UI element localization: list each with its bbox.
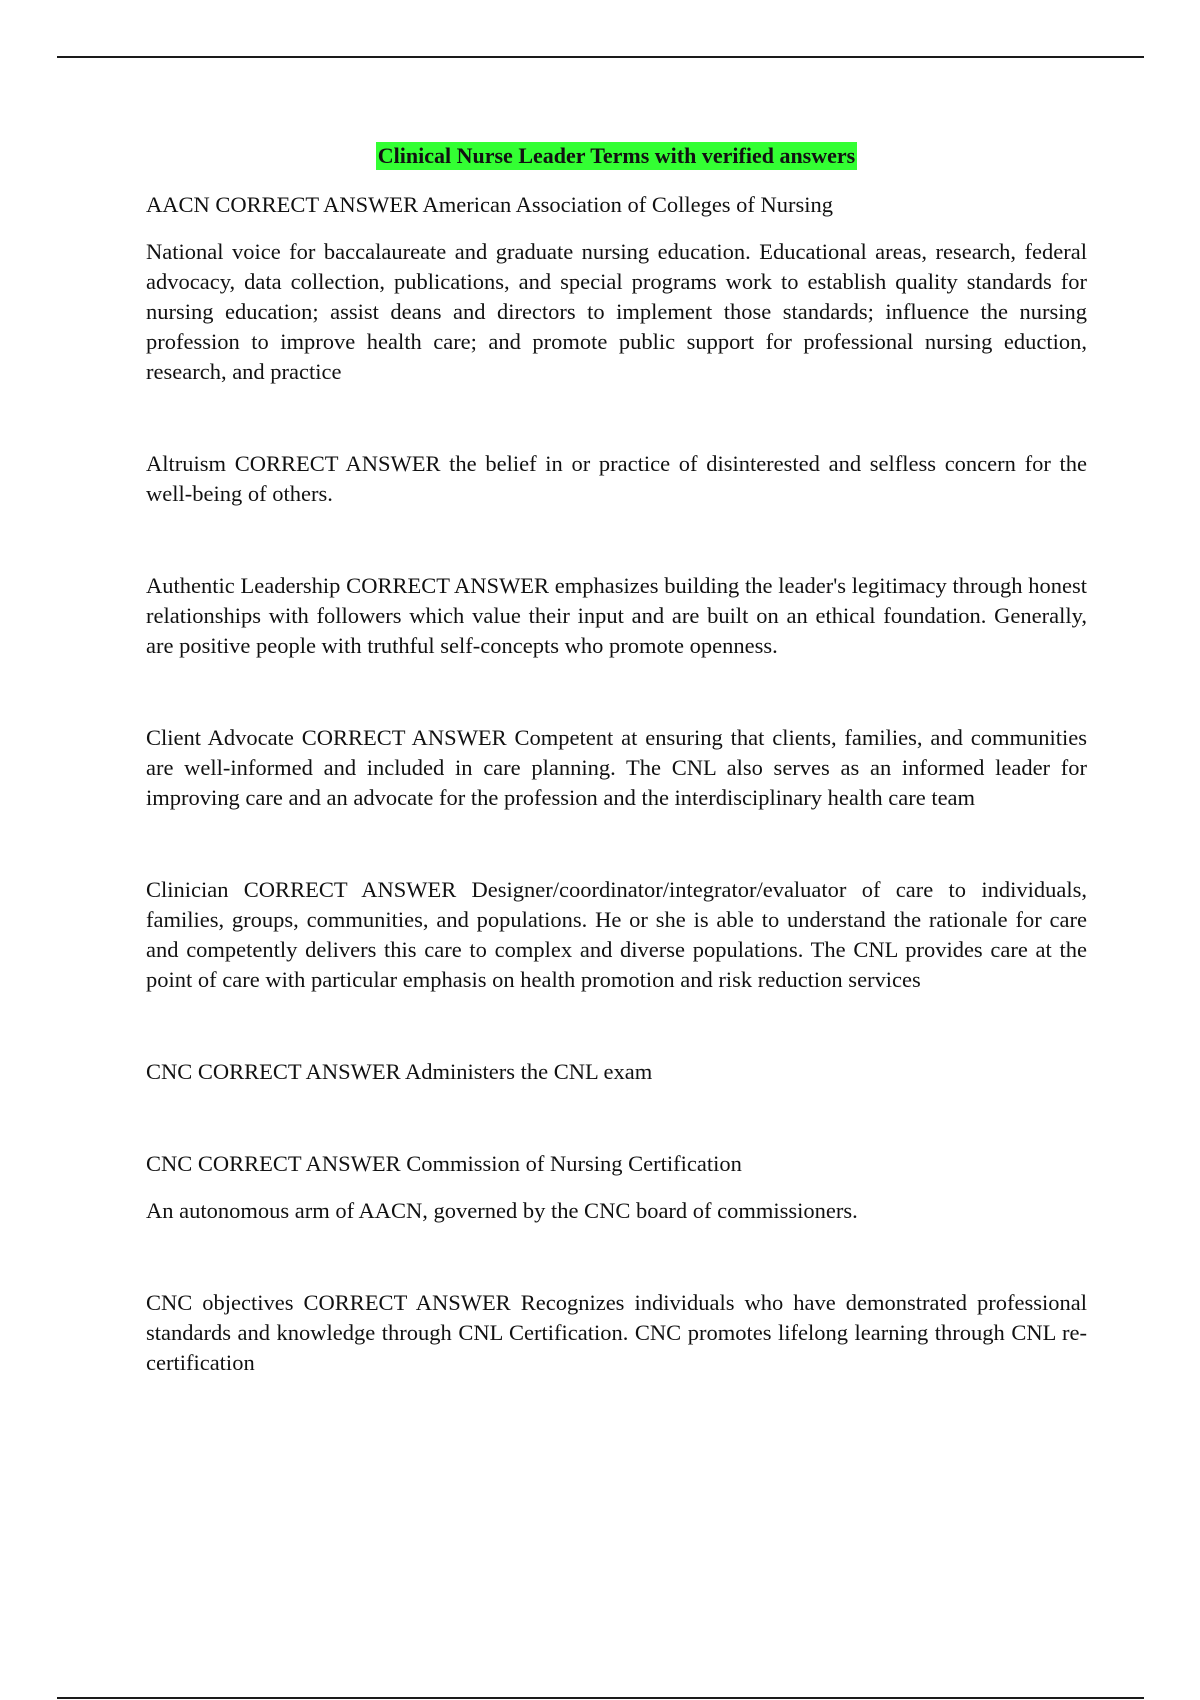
bottom-divider — [57, 1697, 1144, 1699]
entry-term-line: Client Advocate CORRECT ANSWER Competent at ensuring that clients, families, and communities are well-informed and included in care planning. The CNL also serves as an informed leader for improving care and an advocate for the profession and the interdisciplinary health care team — [146, 725, 1087, 810]
entry-term-line: Altruism CORRECT ANSWER the belief in or practice of disinterested and selfless concern for the well-being of others. — [146, 451, 1087, 506]
entry-term-line: Authentic Leadership CORRECT ANSWER emphasizes building the leader's legitimacy through honest relationships with followers which value their input and are built on an ethical foundation. Generally, are positive people with truthful self-concepts who promote openness. — [146, 573, 1087, 658]
entry-clinician — [146, 875, 1087, 995]
document-body — [146, 142, 1087, 1378]
title-block — [146, 142, 1087, 176]
entry-term-line: AACN CORRECT ANSWER American Association of Colleges of Nursing — [146, 192, 834, 217]
entry-cnc-exam — [146, 1057, 1087, 1087]
entry-term-line: Clinician CORRECT ANSWER Designer/coordinator/integrator/evaluator of care to individuals, families, groups, communities, and populations. He or she is able to understand the rationale for care and competently delivers this care to complex and diverse populations. The CNL provides care at the point of care with particular emphasis on health promotion and risk reduction services — [146, 877, 1087, 992]
entry-detail-line: National voice for baccalaureate and graduate nursing education. Educational areas, research, federal advocacy, data collection, publications, and special programs work to establish quality standards for nursing education; assist deans and directors to implement those standards; influence the nursing profession to improve health care; and promote public support for professional nursing eduction, research, and practice — [146, 239, 1087, 384]
entry-cnc-commission — [146, 1149, 1087, 1226]
entry-cnc-objectives — [146, 1288, 1087, 1378]
entry-authentic-leadership — [146, 571, 1087, 661]
entry-term-line: CNC objectives CORRECT ANSWER Recognizes individuals who have demonstrated professional standards and knowledge through CNL Certification. CNC promotes lifelong learning through CNL re-certification — [146, 1290, 1087, 1375]
entry-altruism — [146, 449, 1087, 509]
entry-client-advocate — [146, 723, 1087, 813]
entry-term-line: CNC CORRECT ANSWER Commission of Nursing Certification — [146, 1151, 742, 1176]
entry-term-line: CNC CORRECT ANSWER Administers the CNL exam — [146, 1059, 653, 1084]
document-title: Clinical Nurse Leader Terms with verified answers — [377, 143, 856, 168]
top-divider — [57, 56, 1144, 58]
entry-detail-line: An autonomous arm of AACN, governed by the CNC board of commissioners. — [146, 1198, 858, 1223]
entry-aacn — [146, 190, 1087, 387]
